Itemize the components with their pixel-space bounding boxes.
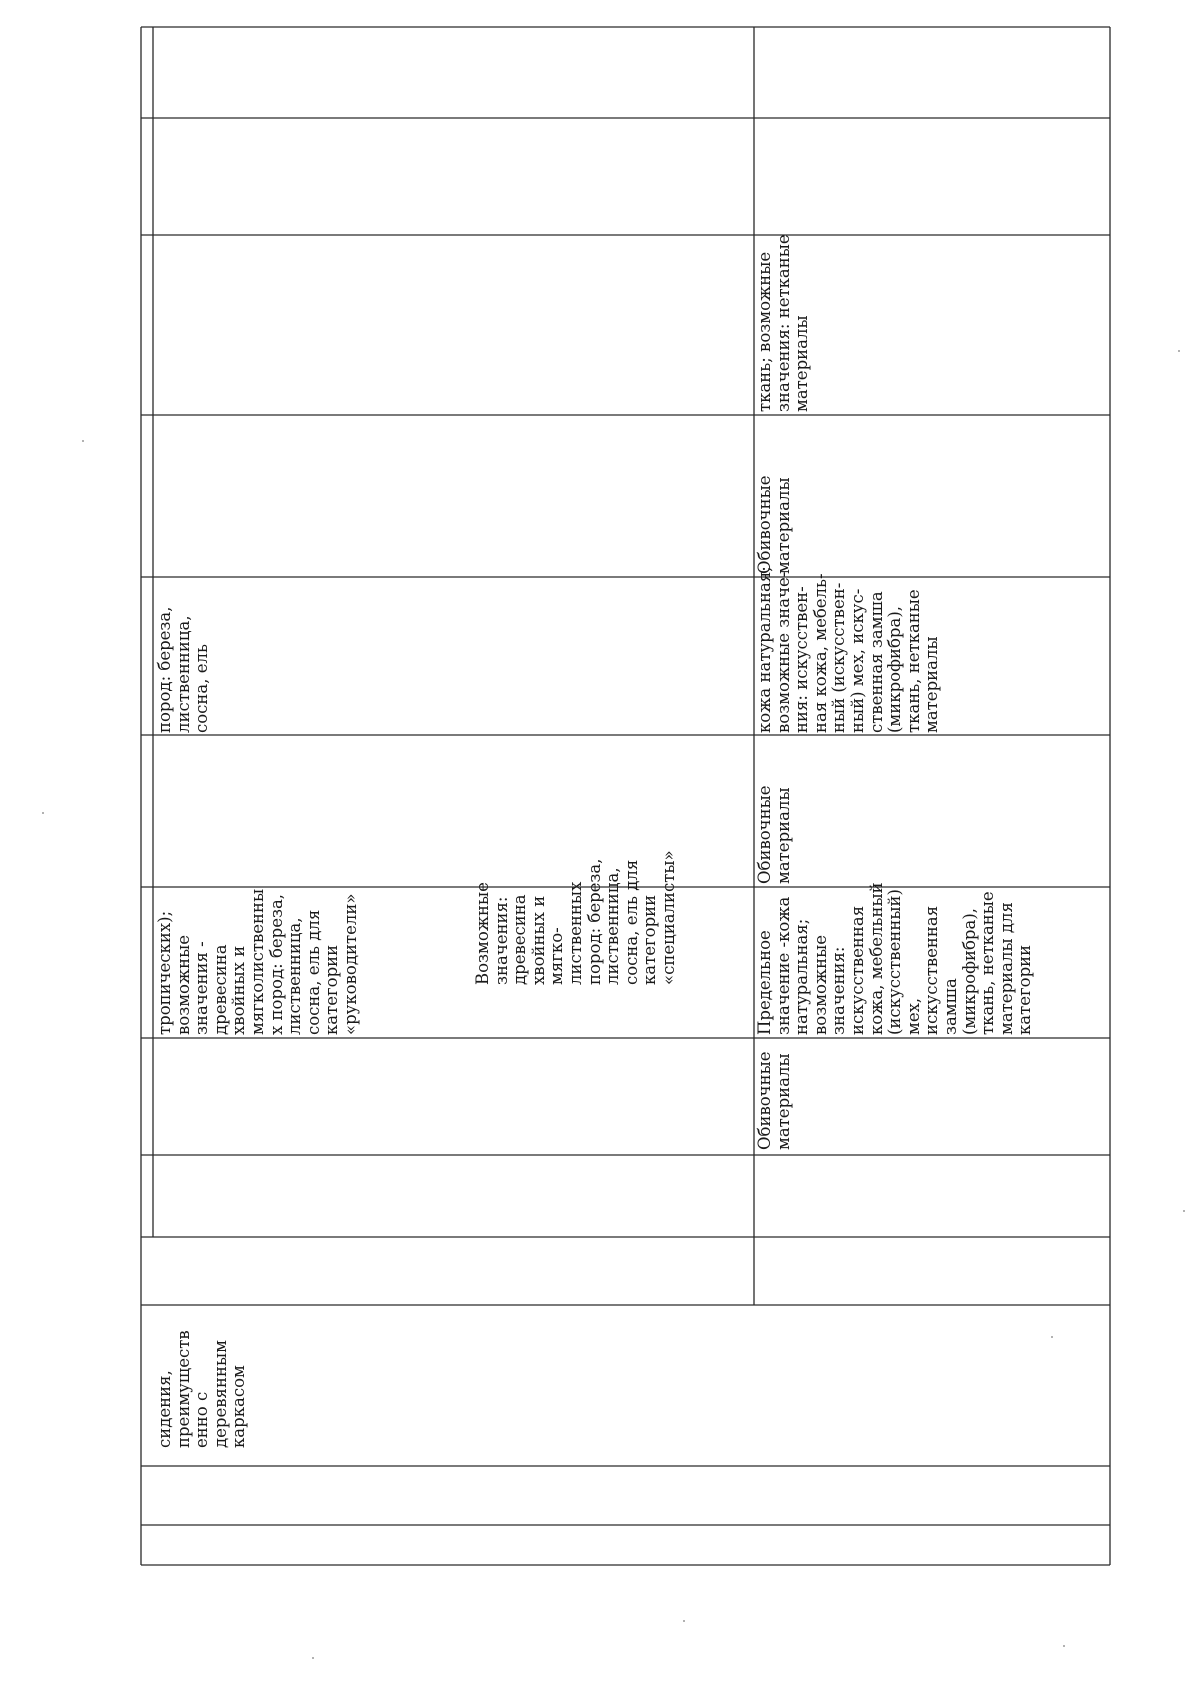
scan-speck xyxy=(1178,350,1180,352)
scan-speck xyxy=(1051,1336,1053,1338)
possible-values-cell-text: Возможные значения: древесина хвойных и мягко- лиственных пород: береза, лиственница, сосна, ель для категории «специалисты» xyxy=(473,850,678,985)
scan-speck xyxy=(42,812,44,814)
upholstery-label-3: Обивочные материалы xyxy=(755,475,793,574)
scan-speck xyxy=(82,440,84,442)
leather-cell-text: кожа натуральная; возможные значе- ния: искусствен- ная кожа, мебель- ный (искусствен- ный) мех, искус- ственная замша (микрофибра), ткань, нетканые материалы xyxy=(755,566,942,733)
scan-speck xyxy=(312,1657,314,1659)
porod-cell-text: пород: береза, лиственница, сосна, ель xyxy=(155,606,212,733)
upholstery-label-2: Обивочные материалы xyxy=(755,785,793,884)
tropical-cell-text: тропических); возможные значения - древесина хвойных и мягколиственны х пород: береза, лиственница, сосна, ель для категории «руководители» xyxy=(155,888,360,1035)
scan-speck xyxy=(683,1620,685,1622)
seat-cell-text: сидения, преимуществ енно с деревянным каркасом xyxy=(155,1330,249,1448)
scan-speck xyxy=(1063,1645,1065,1647)
fabric-cell-text: ткань; возможные значения: нетканые материалы xyxy=(755,234,812,412)
scan-speck xyxy=(1183,1210,1185,1212)
upholstery-label-1: Обивочные материалы xyxy=(755,1051,793,1150)
limit-value-cell-text: Предельное значение -кожа натуральная; возможные значения: искусственная кожа, мебельный (искусственный) мех, искусственная замша (микрофибра), ткань, нетканые материалы для категории xyxy=(755,882,1035,1035)
